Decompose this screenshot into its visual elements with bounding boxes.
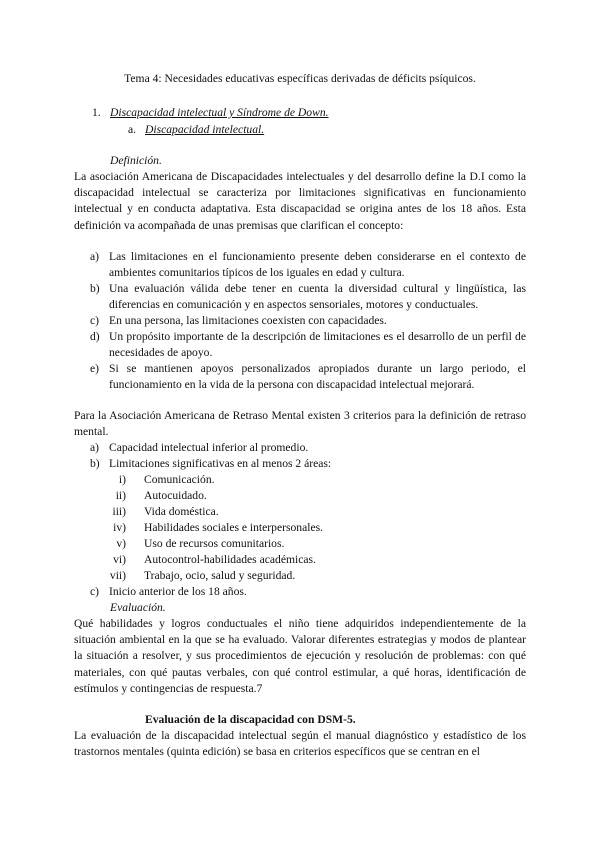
sub-list-item: v) Uso de recursos comunitarios. [116, 537, 285, 550]
definicion-paragraph: La asociación Americana de Discapacidades intelectuales y del desarrollo define la D.I como la discapacidad intelectual se caracteriza por limitaciones significativas en funcionamiento intelectual y en conducta adaptativa. Esta discapacidad se origina antes de los 18 años. Esta definición va acompañada de unas premisas que clarifican el concepto: [74, 170, 526, 232]
sub-list-item: iv) Habilidades sociales e interpersonales. [113, 521, 323, 534]
definicion-label: Definición. [110, 154, 162, 167]
sub-list-item: iii) Vida doméstica. [112, 505, 219, 518]
heading-1a-number: a. [128, 123, 137, 136]
sub-list-item: vi) Autocontrol-habilidades académicas. [113, 553, 316, 566]
page-title: Tema 4: Necesidades educativas específicas derivadas de déficits psíquicos. [124, 72, 476, 85]
sub-list-item: i) Comunicación. [118, 473, 215, 486]
dsm-heading: Evaluación de la discapacidad con DSM-5. [145, 713, 356, 726]
evaluacion-label: Evaluación. [110, 601, 166, 614]
heading-1a: Discapacidad intelectual. [145, 123, 265, 136]
heading-1-number: 1. [92, 106, 101, 119]
dsm-paragraph: La evaluación de la discapacidad intelectual según el manual diagnóstico y estadístico de los trastornos mentales (quinta edición) se basa en criterios específicos que se centran en el [74, 729, 526, 759]
sub-list-item: ii) Autocuidado. [115, 489, 207, 502]
sub-list-item: vii) Trabajo, ocio, salud y seguridad. [109, 569, 296, 582]
evaluacion-paragraph: Qué habilidades y logros conductuales el niño tiene adquiridos independientemente de la situación ambiental en la que se ha evaluado. Valorar diferentes estrategias y modos de plantear la situación a resolver, y sus procedimientos de ejecución y resolución de problemas: con qué materiales, con qué pautas verbales, con qué control estimular, a qué horas, identificación de estímulos y contingencias de respuesta.7 [74, 617, 526, 695]
document-page: Tema 4: Necesidades educativas específicas derivadas de déficits psíquicos. 1. Discapacidad intelectual y Síndrome de Down. a. Discapacidad intelectual. Definición. La asociación Americana de Discapacidades intelectuales y del desarrollo define la D.I como la discapacidad intelectual se caracteriza por limitaciones significativas en funcionamiento intelectual y en conducta adaptativa. Esta discapacidad se origina antes de los 18 años. Esta definición va acompañada de unas premisas que clarifican el concepto: a) Las limitaciones en el funcionamiento presente deben considerarse en el contexto de ambientes comunitarios típicos de los iguales en edad y cultura. b) Una evaluación válida debe tener en cuenta la diversidad cultural y lingüística, las diferencias en comunicación y en aspectos sensoriales, motores y conductuales. c) En una persona, las limitaciones coexisten con capacidades. d) Un propósito importante de la descripción de limitaciones es el desarrollo de un perfil de necesidades de apoyo. e) Si se mantienen apoyos personalizados apropiados durante un largo periodo, el funcionamiento en la vida de la persona con discapacidad intelectual mejorará. Para la Asociación Americana de Retraso Mental existen 3 criterios para la definición de retraso mental. a) Capacidad intelectual inferior al promedio. b) Limitaciones significativas en al menos 2 áreas: i) Comunicación. ii) Autocuidado. iii) Vida doméstica. iv) Habilidades sociales e interpersonales. v) Uso de recursos comunitarios. vi) Autocontrol-habilidades académicas. vii) Trabajo, ocio, salud y seguridad. c) Inicio anterior de los 18 años. Evaluación. Qué habilidades y logros conductuales el niño tiene adquiridos independientemente de la situación ambiental en la que se ha evaluado. Valorar diferentes estrategias y modos de plantear la situación a resolver, y sus procedimientos de ejecución y resolución de problemas: con qué materiales, con qué pautas verbales, con qué control estimular, a qué horas, identificación de estímulos y contingencias de respuesta.7 Evaluación de la discapacidad con DSM-5. La evaluación de la discapacidad intelectual según el manual diagnóstico y estadístico de los trastornos mentales (quinta edición) se basa en criterios específicos que se centran en el [0, 0, 600, 848]
retraso-paragraph: Para la Asociación Americana de Retraso Mental existen 3 criterios para la definición de retraso mental. [74, 409, 526, 439]
heading-1: Discapacidad intelectual y Síndrome de Down. [110, 106, 329, 119]
